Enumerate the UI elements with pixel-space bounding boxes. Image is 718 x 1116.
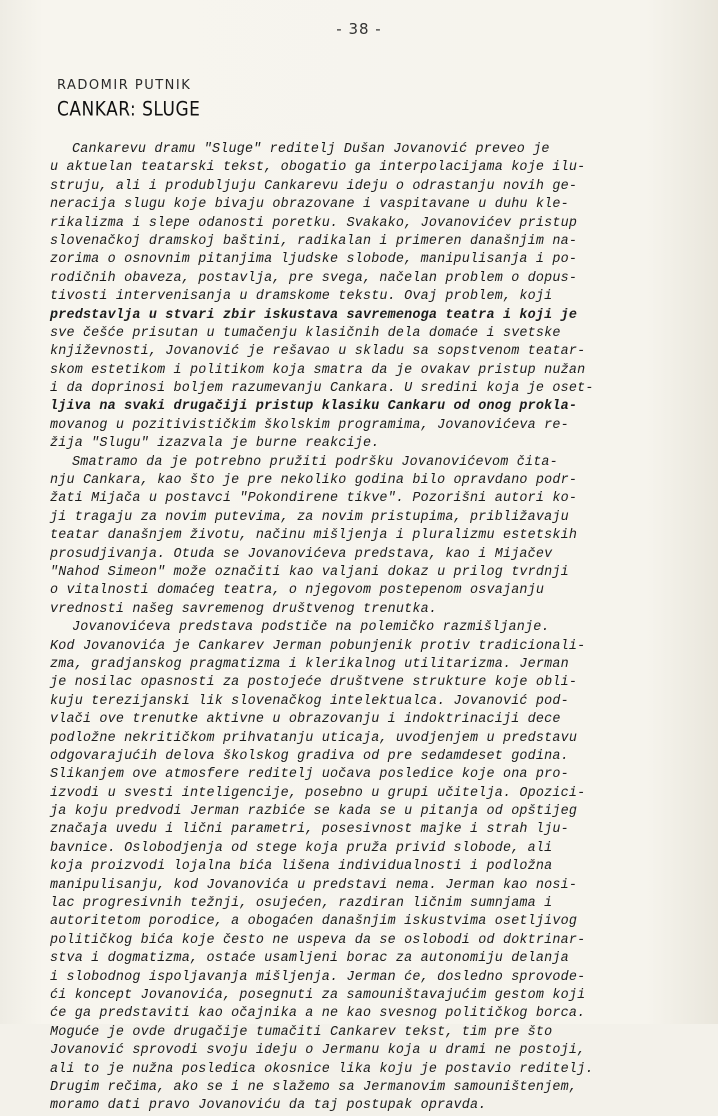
text-line: žati Mijača u postavci "Pokondirene tikve". Pozorišni autori ko- — [50, 491, 578, 507]
article-title: CANKAR: SLUGE — [57, 98, 201, 121]
text-line: vlači ove trenutke aktivne u obrazovanju i indoktrinaciji dece — [50, 712, 561, 728]
text-line: vrednosti našeg savremenog društvenog trenutka. — [50, 601, 438, 617]
text-line: bavnice. Oslobodjenja od stege koja pruža privid slobode, ali — [50, 840, 553, 856]
paragraph — [50, 454, 690, 620]
text-line: zorima o osnovnim pitanjima ljudske slobode, manipulisanja i po- — [50, 252, 578, 268]
article-body — [50, 141, 690, 1116]
text-line: moramo dati pravo Jovanoviću da taj postupak opravda. — [50, 1098, 487, 1114]
text-line: u aktuelan teatarski tekst, obogatio ga interpolacijama koje ilu- — [50, 160, 586, 176]
text-line: stva i dogmatizma, ostaće usamljeni borac za autonomiju delanja — [50, 951, 569, 967]
text-line: ljiva na svaki drugačiji pristup klasiku Cankaru od onog prokla- — [50, 399, 578, 415]
text-line: lac progresivnih težnji, osujećen, razdiran ličnim sumnjama i — [50, 896, 553, 912]
text-line: izvodi u svesti inteligencije, posebno u grupi učitelja. Opozici- — [50, 785, 586, 801]
text-line: podložne nekritičkom prihvatanju uticaja, uvodjenjem u predstavu — [50, 730, 578, 746]
text-line: Cankarevu dramu "Sluge" reditelj Dušan Jovanović preveo je — [72, 142, 550, 157]
text-line: političkog bića koje često ne uspeva da se oslobodi od doktrinar- — [50, 932, 586, 948]
text-line: i da doprinosi boljem razumevanju Cankara. U sredini koja je oset- — [50, 381, 594, 397]
text-line: movanog u pozitivističkim školskim programima, Jovanovićeva re- — [50, 417, 569, 433]
paragraph — [50, 619, 690, 1116]
text-line: sve češće prisutan u tumačenju klasičnih dela domaće i svetske — [50, 325, 561, 341]
text-line: neracija slugu koje bivaju obrazovane i vaspitavane u duhu kle- — [50, 197, 569, 213]
text-line: teatar današnjem životu, načinu mišljenja i pluralizmu estetskih — [50, 528, 578, 544]
text-line: ći koncept Jovanovića, posegnuti za samouništavajućim gestom koji — [50, 987, 586, 1003]
text-line: autoritetom porodice, a obogaćen današnjim iskustvima osetljivog — [50, 914, 578, 930]
text-line: prosudjivanja. Otuda se Jovanovićeva predstava, kao i Mijačev — [50, 546, 553, 562]
text-line: rikalizma i slepe odanosti poretku. Svakako, Jovanovićev pristup — [50, 215, 578, 231]
text-line: Slikanjem ove atmosfere reditelj uočava posledice koje ona pro- — [50, 767, 569, 783]
text-line: o vitalnosti domaćeg teatra, o njegovom postepenom osvajanju — [50, 583, 545, 599]
text-line: predstavlja u stvari zbir iskustava savremenoga teatra i koji je — [50, 307, 578, 323]
text-line: je nosilac opasnosti za postojeće društvene strukture koje obli- — [50, 675, 578, 691]
text-line: koja proizvodi lojalna bića lišena individualnosti i podložna — [50, 859, 553, 875]
paragraph — [50, 141, 690, 454]
text-line: značaja uvedu i lični parametri, posesivnost majke i strah lju- — [50, 822, 569, 838]
page-number: - 38 - — [336, 20, 382, 38]
text-line: i slobodnog ispoljavanja mišljenja. Jerman će, dosledno sprovode- — [50, 969, 586, 985]
text-line: Moguće je ovde drugačije tumačiti Cankarev tekst, tim pre što — [50, 1024, 553, 1040]
text-line: rodičnih obaveza, postavlja, pre svega, načelan problem o dopus- — [50, 270, 578, 286]
text-line: Kod Jovanovića je Cankarev Jerman pobunjenik protiv tradicionali- — [50, 638, 586, 654]
text-line: zma, gradjanskog pragmatizma i klerikalnog utilitarizma. Jerman — [50, 656, 569, 672]
text-line: tivosti intervenisanja u dramskome tekstu. Ovaj problem, koji — [50, 289, 553, 305]
text-line: skom estetikom i politikom koja smatra da je ovakav pristup nužan — [50, 362, 586, 378]
text-line: ja koju predvodi Jerman razbiće se kada se u pitanja od opštijeg — [50, 804, 578, 820]
text-line: manipulisanju, kod Jovanovića u predstavi nema. Jerman kao nosi- — [50, 877, 578, 893]
text-line: književnosti, Jovanović je rešavao u skladu sa sopstvenom teatar- — [50, 344, 586, 360]
text-line: slovenačkoj dramskoj baštini, radikalan i primeren današnjim na- — [50, 233, 578, 249]
text-line: "Nahod Simeon" može označiti kao valjani dokaz u prilog tvrdnji — [50, 564, 569, 580]
text-line: žija "Slugu" izazvala je burne reakcije. — [50, 436, 380, 452]
text-line: kuju terezijanski lik slovenačkog intelektualca. Jovanović pod- — [50, 693, 569, 709]
text-line: ji tragaju za novim putevima, za novim pristupima, približavaju — [50, 509, 569, 525]
author-name: RADOMIR PUTNIK — [57, 78, 192, 93]
text-line: Jovanović sprovodi svoju ideju o Jermanu koja u drami ne postoji, — [50, 1043, 586, 1059]
text-line: nju Cankara, kao što je pre nekoliko godina bilo opravdano podr- — [50, 473, 578, 489]
text-line: odgovarajućih delova školskog gradiva od pre sedamdeset godina. — [50, 748, 569, 764]
text-line: ali to je nužna posledica okosnice lika koju je postavio reditelj. — [50, 1061, 594, 1077]
text-line: Drugim rečima, ako se i ne slažemo sa Jermanovim samouništenjem, — [50, 1079, 578, 1095]
text-line: Jovanovićeva predstava podstiče na polemičko razmišljanje. — [72, 620, 550, 636]
text-line: Smatramo da je potrebno pružiti podršku Jovanovićevom čita- — [72, 454, 558, 470]
text-line: struju, ali i produbljuju Cankarevu ideju o odrastanju novih ge- — [50, 178, 578, 194]
text-line: će ga predstaviti kao očajnika a ne kao svesnog političkog borca. — [50, 1006, 586, 1022]
